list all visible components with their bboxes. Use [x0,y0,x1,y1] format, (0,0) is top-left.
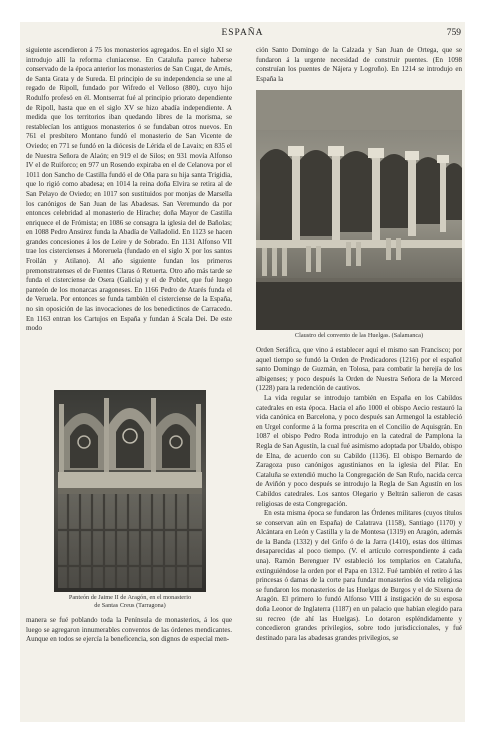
page-number: 759 [446,28,461,38]
tomb-caption-line-1: Panteón de Jaime II de Aragón, en el monasterio [68,594,192,601]
tomb-figure [54,390,206,592]
running-title: ESPAÑA [221,28,264,38]
cloister-photo [256,90,462,330]
encyclopedia-page [20,22,465,722]
paragraph: Orden Seráfica, que vino á establecer aquí el mismo san Francisco; por aquel tiempo se fundó la Orden de Predicadores (1216) por el español santo Domingo de Guzmán, en Tolosa, para combatir la herejía de los albigenses; y poco después la Orden de Nuestra Señora de la Merced (1228) para la redención de cautivos. [256,346,462,393]
paragraph: ción Santo Domingo de la Calzada y San Juan de Ortega, que se fundaron á la urgente necesidad de construir puentes. (En 1098 construían los puentes de Nájera y Logroño). En 1214 se introdujo en España la [256,46,462,83]
tomb-caption [40,594,220,610]
cloister-figure [256,90,462,330]
paragraph: En esta misma época se fundaron las Órdenes militares (cuyos títulos se conservan aún en España) de Calatrava (1158), Santiago (1170) y Alcántara en León y Castilla y la de Montesa (1319) en Aragón, además de la Banda (1332) y del Grifo ó de la Jarra (1410), estas dos últimas desaparecidas al poco tiempo. (V. el artículo correspondiente á cada una). Ramón Berenguer IV estableció los templarios en Cataluña, extinguiéndose la orden por el Papa en 1312. Fué también el retiro á las princesas ó damas de la corte para fundar monasterios de vida religiosa se fundaron los monasterios de las Huelgas de Burgos y el de Sixena de Aragón. El primero lo fundó Alfonso VIII á instigación de su esposa doña Leonor de Inglaterra (1187) en un palacio que habían elegido para su recreo (de ahí las Huelgas). Lo dotaron espléndidamente y concedieron grandes privilegios, sobre todo jurisdiccionales, y fué destinado para las abadesas grandes privilegios, se [256,509,462,642]
right-column-top-text [256,46,462,86]
page-header [20,28,465,42]
paragraph: siguiente ascendieron á 75 los monasterios agregados. En el siglo XI se introdujo allí la reforma cluniacense. En Cataluña parece haberse conservado de la época anterior los monasterios de San Cugat, de Arnés, de Santa Grata y de Sureda. El principio de su independencia se une al regado de Ripoll, fundado por Wifredo el Velloso (880), cuyo hijo Rodulfo profesó en él. Montserrat fué al principio priorato dependiente de Ripoll, hasta que en el siglo XV se hizo abadía independiente. A medida que los territorios iban quedando libres de la morisma, se restablecían los antiguos monasterios ó se fundaban otros nuevos. En 761 el presbítero Montano fundó el monasterio de San Vicente de Oviedo; en 771 se fundó en la diócesis de Lérida el de Lavaix; en 835 el de Nuestra Señora de Alaón; en 919 el de Silos; en 931 movía Alfonso IV el de Ruiforco; en 977 un Rosendo expiraba en el de Celanova por el 1011 don Sancho de Castilla fundó el de Oña para su hija santa Trigidia, que lo rigió como abadesa; en 1014 la reina doña Elvira se retira al de San Pelayo de Oviedo; en 1017 son sustituidos por monjas de Marsella los canónigos de San Juan de las Abadesas. San Veremundo da por entonces celebridad al monasterio de Hirache; doña Mayor de Castilla enriquece el de Frómista; en 1086 se consagra la iglesia del de Bañolas; en 1088 Pedro Ansúrez funda la Abadía de Valladolid. En 1123 se hacen grandes concesiones á los de Leire y de Sobrado. En 1131 Alfonso VII trae los cistercienses á Moreruela (fundado en el siglo X por los santos Froilán y Atilano). Al año siguiente fundan los primeros premonstratenses el de Fuentes Claras ó Retuerta. Otro año más tarde se funda el cisterciense de Osera (Galicia) y el de Poblet, que fué luego panteón de los monarcas aragoneses. En 1166 Pedro de Atarés funda el de Veruela. Por entonces se funda también el cisterciense de la España, no sin oposición de las invocaciones de los benedictinos de Carracedo. En 1163 entran los Cartujos en España y fundan á Scala Dei. De este modo [26,46,232,333]
tomb-photo [54,390,206,592]
paragraph: La vida regular se introdujo también en España en los Cabildos catedrales en esta época. Hacia el año 1000 el obispo Aecio restauró la vida canónica en Barcelona, y poco después san Armengol la estableció en Urgel conforme á la forma prescrita en el Concilio de Aquisgrán. En 1087 el obispo Pedro Roda introdujo en la catedral de Pamplona la Regla de San Agustín, la cual fué asimismo adoptada por Ubaldo, obispo de Elna, de acuerdo con su Cabildo (1136). El obispo Bernardo de Zaragoza puso canónigos agustinianos en la iglesia del Pilar. En Cataluña se extendió mucho la Congregación de San Rufo, nacida cerca de Aviñón y poco después se introdujo la Regla de San Agustín en los Cabildos catedrales. Los santos Olegario y Beltrán salieron de casas religiosas de esta Congregación. [256,393,462,508]
right-column-bottom-text [256,346,462,718]
tomb-caption-line-2: de Santas Creus (Tarragona) [94,602,166,609]
left-column-top-text [26,46,232,392]
paragraph: manera se fué poblando toda la Península de monasterios, á los que luego se agregaron innumerables conventos de las órdenes mendicantes. Aunque en todos se ejercía la beneficencia, son dignos de especial men- [26,616,232,644]
cloister-caption: Claustro del convento de las Huelgas. (Salamanca) [294,332,424,339]
left-column-bottom-text [26,616,232,656]
